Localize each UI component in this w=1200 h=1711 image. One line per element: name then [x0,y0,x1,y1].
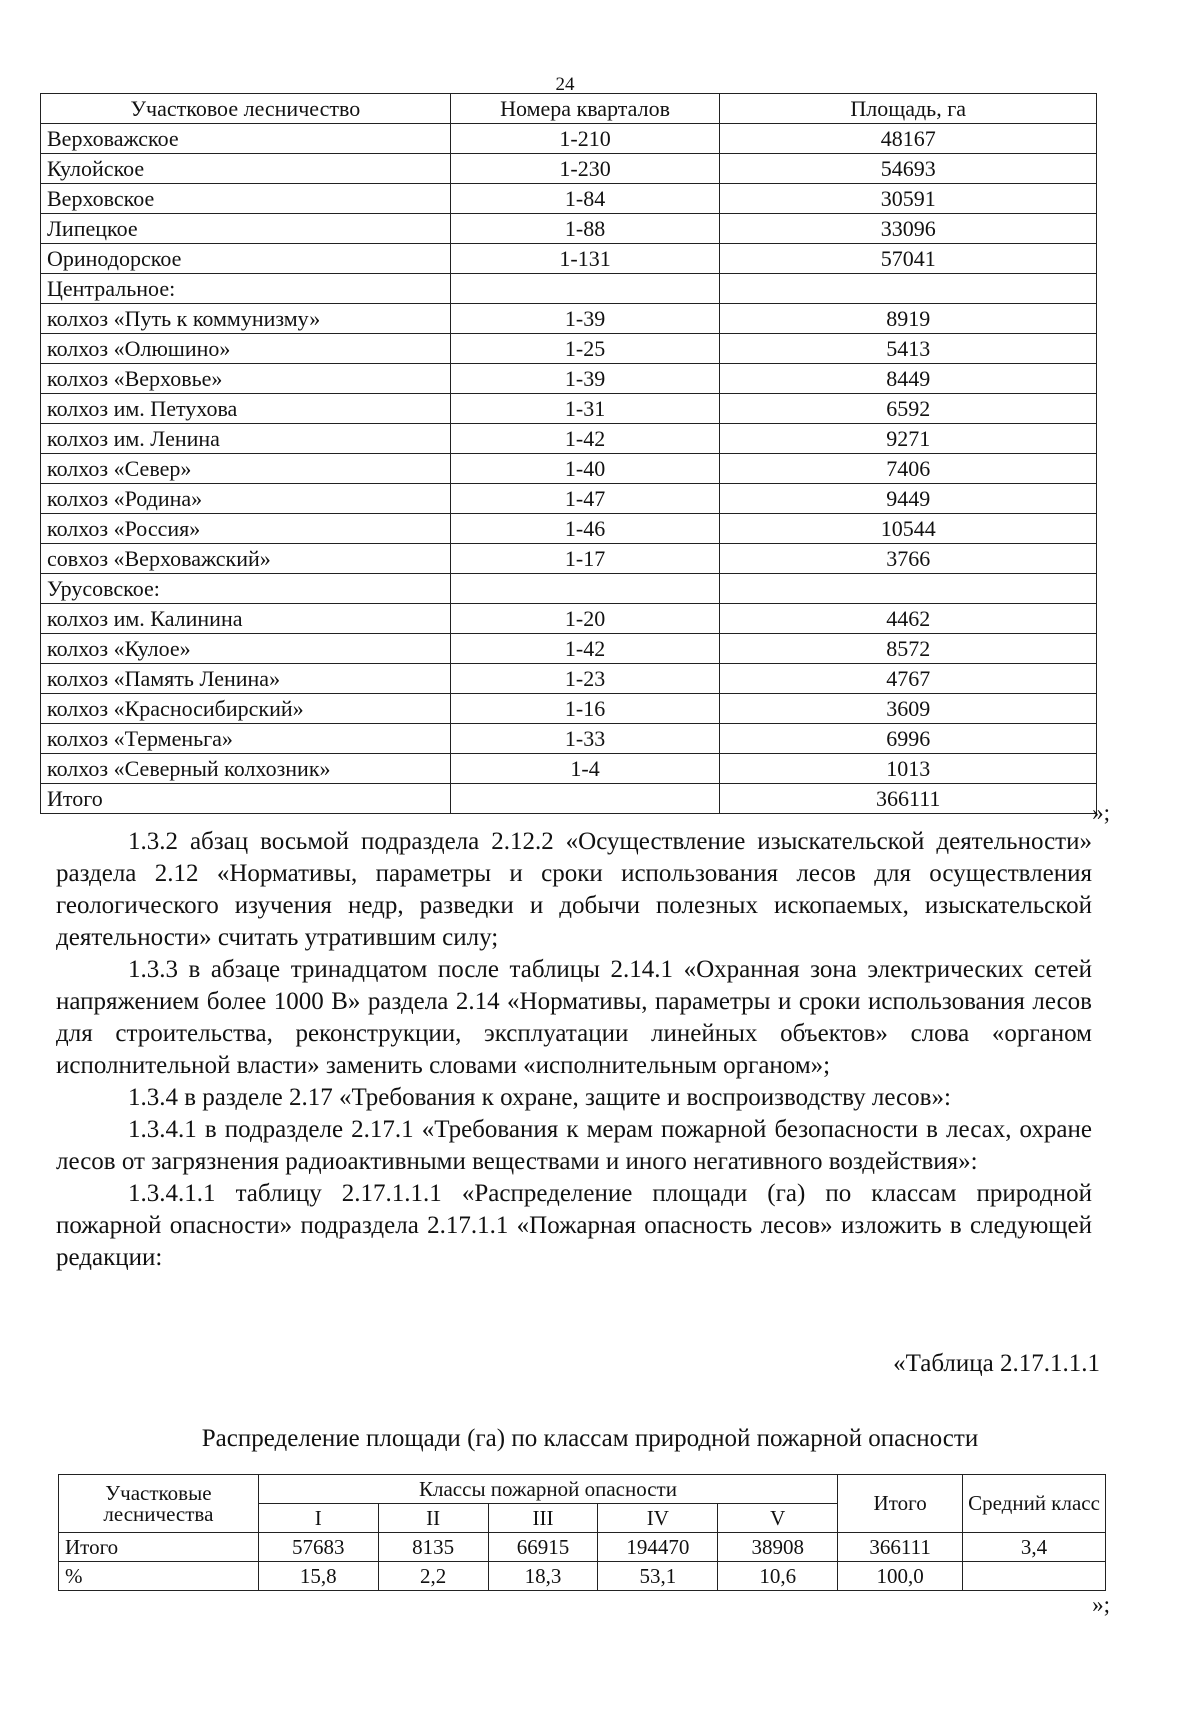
cell-forestry: Липецкое [41,214,451,244]
cell-area: 6996 [720,724,1097,754]
table-row [41,514,1097,544]
cell-forestry: Урусовское: [41,574,451,604]
fire-danger-table [58,1474,1106,1591]
cell-average-class [963,1562,1106,1591]
cell-class-2: 2,2 [378,1562,488,1591]
cell-quarters: 1-88 [450,214,720,244]
cell-forestry: колхоз им. Калинина [41,604,451,634]
table-row [41,334,1097,364]
cell-forestry: Итого [41,784,451,814]
cell-area: 7406 [720,454,1097,484]
cell-area: 3766 [720,544,1097,574]
cell-forestry: Кулойское [41,154,451,184]
cell-forestry: Центральное: [41,274,451,304]
cell-class-5: 10,6 [718,1562,838,1591]
paragraph: 1.3.4.1 в подразделе 2.17.1 «Требования к мерам пожарной безопасности в лесах, охране лесов от загрязнения радиоактивными веществами и иного негативного воздействия»: [56,1116,1092,1175]
table-title: Распределение площади (га) по классам природной пожарной опасности [201,1425,979,1452]
table-caption: «Таблица 2.17.1.1.1 [893,1350,1100,1377]
cell-forestry: колхоз им. Ленина [41,424,451,454]
cell-quarters [450,784,720,814]
amendment-text [56,826,1092,1274]
header-class-5: V [718,1504,838,1533]
table-row [41,364,1097,394]
cell-forestry: колхоз «Терменьга» [41,724,451,754]
header-forestries: Участковые лесничества [59,1475,259,1533]
cell-area: 6592 [720,394,1097,424]
cell-quarters: 1-39 [450,304,720,334]
cell-forestry: Оринодорское [41,244,451,274]
header-class-1: I [258,1504,378,1533]
cell-forestry: колхоз «Кулое» [41,634,451,664]
cell-quarters: 1-230 [450,154,720,184]
cell-area: 4462 [720,604,1097,634]
cell-quarters: 1-39 [450,364,720,394]
cell-area: 9449 [720,484,1097,514]
cell-quarters: 1-25 [450,334,720,364]
cell-area: 8449 [720,364,1097,394]
cell-class-4: 194470 [598,1533,718,1562]
cell-area [720,574,1097,604]
cell-class-3: 18,3 [488,1562,598,1591]
header-forestry: Участковое лесничество [41,94,451,124]
cell-area: 366111 [720,784,1097,814]
cell-area: 4767 [720,664,1097,694]
cell-forestry: Верховажское [41,124,451,154]
table-row [41,184,1097,214]
cell-forestry: колхоз «Россия» [41,514,451,544]
header-class-4: IV [598,1504,718,1533]
row-label: % [59,1562,259,1591]
cell-area [720,274,1097,304]
table-row [41,544,1097,574]
cell-quarters: 1-42 [450,424,720,454]
table-row [41,244,1097,274]
table-row [59,1562,1106,1591]
cell-class-3: 66915 [488,1533,598,1562]
table-row [41,694,1097,724]
table-row [41,274,1097,304]
cell-quarters: 1-131 [450,244,720,274]
cell-forestry: колхоз «Родина» [41,484,451,514]
cell-quarters: 1-33 [450,724,720,754]
closing-quote: »; [1092,800,1110,825]
cell-quarters: 1-42 [450,634,720,664]
cell-area: 1013 [720,754,1097,784]
table-row [41,574,1097,604]
table-row [41,424,1097,454]
cell-quarters: 1-23 [450,664,720,694]
cell-class-2: 8135 [378,1533,488,1562]
table-row [41,724,1097,754]
row-label: Итого [59,1533,259,1562]
header-class-3: III [488,1504,598,1533]
cell-area: 33096 [720,214,1097,244]
cell-forestry: Верховское [41,184,451,214]
cell-area: 8919 [720,304,1097,334]
cell-quarters: 1-20 [450,604,720,634]
page-number: 24 [555,74,575,95]
cell-quarters: 1-17 [450,544,720,574]
cell-area: 57041 [720,244,1097,274]
cell-area: 8572 [720,634,1097,664]
cell-forestry: колхоз «Верховье» [41,364,451,394]
header-quarters: Номера кварталов [450,94,720,124]
cell-area: 30591 [720,184,1097,214]
cell-area: 5413 [720,334,1097,364]
cell-forestry: совхоз «Верховажский» [41,544,451,574]
cell-class-4: 53,1 [598,1562,718,1591]
header-classes: Классы пожарной опасности [258,1475,837,1504]
cell-forestry: колхоз им. Петухова [41,394,451,424]
cell-quarters: 1-16 [450,694,720,724]
table-row [41,784,1097,814]
cell-quarters [450,574,720,604]
cell-quarters: 1-47 [450,484,720,514]
table-row [41,304,1097,334]
paragraph: 1.3.4 в разделе 2.17 «Требования к охране, защите и воспроизводству лесов»: [128,1084,951,1111]
cell-quarters: 1-210 [450,124,720,154]
header-average-class: Средний класс [963,1475,1106,1533]
header-area: Площадь, га [720,94,1097,124]
cell-forestry: колхоз «Путь к коммунизму» [41,304,451,334]
table-row [41,154,1097,184]
table-row [41,634,1097,664]
table-row [41,394,1097,424]
cell-area: 3609 [720,694,1097,724]
cell-total: 100,0 [838,1562,963,1591]
cell-quarters: 1-84 [450,184,720,214]
cell-forestry: колхоз «Северный колхозник» [41,754,451,784]
forestry-quarters-table [40,93,1097,814]
table-row [41,454,1097,484]
cell-forestry: колхоз «Красносибирский» [41,694,451,724]
cell-forestry: колхоз «Память Ленина» [41,664,451,694]
table-row [41,214,1097,244]
table-row [41,124,1097,154]
cell-class-1: 15,8 [258,1562,378,1591]
table-header-row [41,94,1097,124]
closing-quote: »; [1092,1592,1110,1617]
cell-quarters: 1-31 [450,394,720,424]
cell-forestry: колхоз «Север» [41,454,451,484]
header-total: Итого [838,1475,963,1533]
paragraph: 1.3.2 абзац восьмой подраздела 2.12.2 «Осуществление изыскательской деятельности» раздела 2.12 «Нормативы, параметры и сроки использования лесов для осуществления геологического изучения недр, разведки и добычи полезных ископаемых, изыскательской деятельности» считать утратившим силу; [56,828,1092,951]
cell-quarters: 1-4 [450,754,720,784]
cell-quarters: 1-46 [450,514,720,544]
cell-quarters [450,274,720,304]
table-row [41,604,1097,634]
cell-area: 10544 [720,514,1097,544]
table-row [41,664,1097,694]
paragraph: 1.3.4.1.1 таблицу 2.17.1.1.1 «Распределение площади (га) по классам природной пожарной опасности» подраздела 2.17.1.1 «Пожарная опасность лесов» изложить в следующей редакции: [56,1180,1092,1271]
cell-area: 48167 [720,124,1097,154]
cell-quarters: 1-40 [450,454,720,484]
paragraph: 1.3.3 в абзаце тринадцатом после таблицы 2.14.1 «Охранная зона электрических сетей напряжением более 1000 В» раздела 2.14 «Нормативы, параметры и сроки использования лесов для строительства, реконструкции, эксплуатации линейных объектов» слова «органом исполнительной власти» заменить словами «исполнительным органом»; [56,956,1092,1079]
header-class-2: II [378,1504,488,1533]
cell-average-class: 3,4 [963,1533,1106,1562]
cell-area: 9271 [720,424,1097,454]
table-row [41,754,1097,784]
cell-class-1: 57683 [258,1533,378,1562]
cell-forestry: колхоз «Олюшино» [41,334,451,364]
cell-total: 366111 [838,1533,963,1562]
table-row [41,484,1097,514]
table-row [59,1533,1106,1562]
cell-class-5: 38908 [718,1533,838,1562]
cell-area: 54693 [720,154,1097,184]
